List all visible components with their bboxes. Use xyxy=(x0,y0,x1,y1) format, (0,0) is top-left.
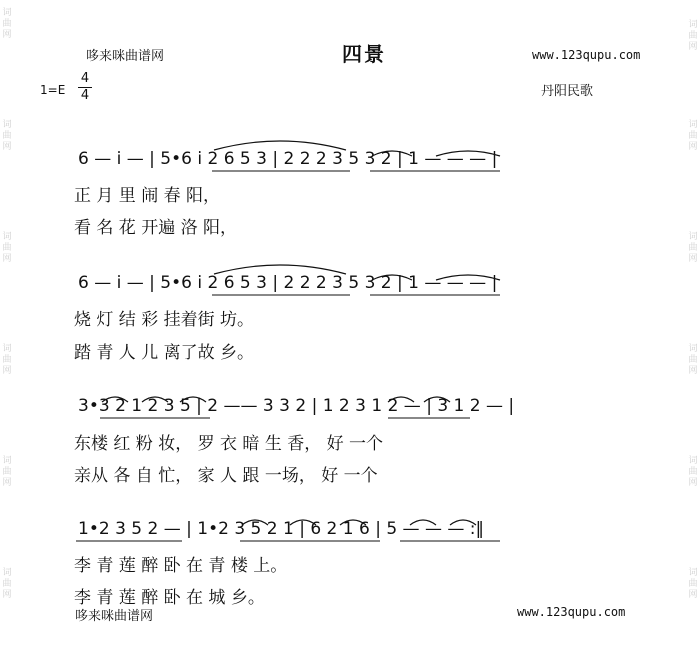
slur xyxy=(102,397,128,402)
lyric-line-4-verse-2: 李 青 莲 醉 卧 在 城 乡。 xyxy=(74,588,265,608)
song-title: 四景 xyxy=(342,42,386,66)
lyric-line-2-verse-2: 踏 青 人 儿 离了故 乡。 xyxy=(74,343,255,363)
time-signature-top: 4 xyxy=(80,71,90,86)
song-origin: 丹阳民歌 xyxy=(541,84,594,99)
lyric-line-2-verse-1: 烧 灯 结 彩 挂着街 坊。 xyxy=(74,310,255,330)
lyric-line-1-verse-2: 看 名 花 开遍 洛 阳， xyxy=(74,218,238,238)
slur xyxy=(290,520,316,525)
watermark-text: 词曲网 xyxy=(688,20,698,52)
slur xyxy=(372,151,412,156)
slur xyxy=(436,275,500,280)
watermark-text: 词曲网 xyxy=(2,8,12,40)
notation-line-4: 1•2 3 5 2 — | 1•2 3 5 2 1 | 6 2 1 6 | 5 — — — :‖ xyxy=(78,519,484,539)
watermark-text: 词曲网 xyxy=(2,456,12,488)
slur xyxy=(180,397,206,402)
slur xyxy=(424,397,450,402)
notation-line-1: 6 — i̇ — | 5•6 i̇ 2 6 5 3 | 2 2 2 3 5 3 2 | 1 — — — | xyxy=(78,149,498,169)
site-name-footer: 哆来咪曲谱网 xyxy=(75,609,154,624)
watermark-text: 词曲网 xyxy=(2,232,12,264)
site-name-header: 哆来咪曲谱网 xyxy=(86,49,165,64)
watermark-text: 词曲网 xyxy=(688,456,698,488)
slur xyxy=(340,520,366,525)
site-url-header: www.123qupu.com xyxy=(532,48,641,62)
watermark-text: 词曲网 xyxy=(688,344,698,376)
watermark-text: 词曲网 xyxy=(688,232,698,264)
slur xyxy=(242,520,268,525)
site-url-footer: www.123qupu.com xyxy=(517,605,626,619)
watermark-text: 词曲网 xyxy=(2,120,12,152)
watermark-text: 词曲网 xyxy=(2,344,12,376)
slur xyxy=(214,265,346,274)
slur xyxy=(142,397,168,402)
key-signature: 1=E xyxy=(40,83,66,97)
slur xyxy=(410,520,436,525)
slur xyxy=(450,520,476,525)
slur xyxy=(388,397,414,402)
slur xyxy=(436,151,500,156)
slur xyxy=(214,141,346,150)
watermark-text: 词曲网 xyxy=(688,120,698,152)
lyric-line-3-verse-2: 亲从 各 自 忙， 家 人 跟 一场， 好 一个 xyxy=(74,466,378,486)
notation-line-3: 3•3 2 1 2 3 5 | 2 —— 3 3 2 | 1 2 3 1 2 — | 3 1 2 — | xyxy=(78,396,515,416)
time-signature-bottom: 4 xyxy=(80,88,90,103)
watermark-text: 词曲网 xyxy=(688,568,698,600)
notation-line-2: 6 — i̇ — | 5•6 i̇ 2 6 5 3 | 2 2 2 3 5 3 2 | 1 — — — | xyxy=(78,273,498,293)
lyric-line-4-verse-1: 李 青 莲 醉 卧 在 青 楼 上。 xyxy=(74,556,288,576)
watermark-text: 词曲网 xyxy=(2,568,12,600)
lyric-line-3-verse-1: 东楼 红 粉 妆， 罗 衣 暗 生 香， 好 一个 xyxy=(74,434,384,454)
lyric-line-1-verse-1: 正 月 里 闹 春 阳， xyxy=(74,186,221,206)
slur xyxy=(372,275,412,280)
